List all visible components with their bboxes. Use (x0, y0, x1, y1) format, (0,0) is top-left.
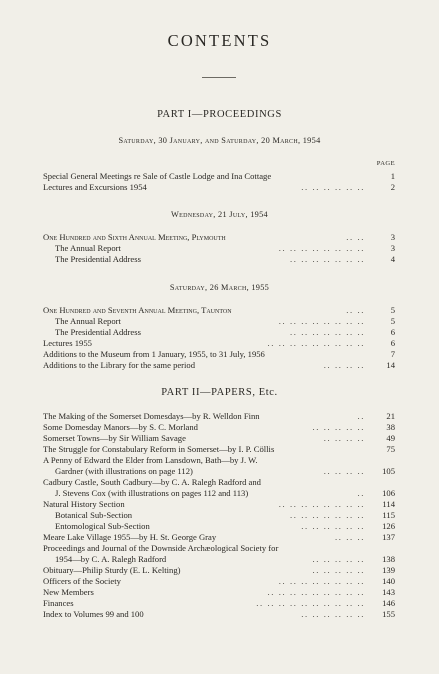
toc-entry-text: The Annual Report (55, 316, 121, 326)
leader-dots: .. .. .. .. .. .. (301, 521, 365, 531)
toc-entry-text: Proceedings and Journal of the Downside Archæological Society for (43, 543, 279, 553)
toc-entry[interactable] (43, 565, 395, 576)
part1-date-2: Wednesday, 21 July, 1954 (170, 210, 269, 219)
toc-entry[interactable] (55, 316, 395, 327)
toc-entry-text: J. Stevens Cox (with illustrations on pages 112 and 113) (55, 488, 249, 498)
toc-entry-text: Entomological Sub-Section (55, 521, 150, 531)
toc-entry-page: 140 (382, 576, 395, 586)
leader-dots: .. .. .. .. (323, 360, 365, 370)
toc-entry-text: The Struggle for Constabulary Reform in Somerset—by I. P. Cöllis (43, 444, 275, 454)
toc-entry-text: Botanical Sub-Section (55, 510, 133, 520)
toc-entry[interactable] (43, 532, 395, 543)
toc-entry-text: Additions to the Library for the same period (43, 360, 196, 370)
leader-dots: .. .. .. .. (323, 466, 365, 476)
toc-entry[interactable] (43, 338, 395, 349)
toc-entry[interactable] (43, 182, 395, 193)
toc-entry[interactable] (43, 477, 395, 488)
toc-entry[interactable] (43, 598, 395, 609)
toc-entry[interactable] (43, 232, 395, 243)
toc-entry-page: 21 (386, 411, 395, 421)
toc-entry-page: 155 (382, 609, 395, 619)
toc-entry[interactable] (43, 587, 395, 598)
toc-entry-page: 143 (382, 587, 395, 597)
toc-entry-page: 139 (382, 565, 395, 575)
toc-entry-page: 6 (390, 338, 395, 348)
toc-entry-text: Officers of the Society (43, 576, 121, 586)
toc-entry-text: The Presidential Address (55, 254, 141, 264)
leader-dots: .. .. .. .. .. (312, 565, 365, 575)
toc-entry-page: 3 (390, 243, 395, 253)
toc-entry-text: Obituary—Philip Sturdy (E. L. Kelting) (43, 565, 181, 575)
leader-dots: .. .. .. (335, 532, 365, 542)
toc-entry[interactable] (43, 576, 395, 587)
toc-entry-page: 4 (390, 254, 395, 264)
leader-dots: .. .. .. .. .. .. (301, 182, 365, 192)
leader-dots: .. .. .. .. .. .. .. (290, 510, 365, 520)
toc-entry[interactable] (43, 305, 395, 316)
toc-entry-text: Meare Lake Village 1955—by H. St. George Gray (43, 532, 217, 542)
toc-entry-text: One Hundred and Sixth Annual Meeting, Plymouth (43, 232, 226, 242)
leader-dots: .. .. .. .. .. .. .. .. (278, 316, 365, 326)
toc-entry[interactable] (43, 609, 395, 620)
page-column-label: PAGE (376, 160, 395, 167)
toc-entry[interactable] (43, 422, 395, 433)
toc-entry-page: 115 (382, 510, 395, 520)
toc-entry-text: A Penny of Edward the Elder from Lansdown, Bath—by J. W. (43, 455, 258, 465)
toc-entry-page: 5 (390, 305, 395, 315)
toc-entry[interactable] (43, 455, 395, 466)
leader-dots: .. .. .. .. .. (312, 554, 365, 564)
toc-entry-text: Additions to the Museum from 1 January, 1955, to 31 July, 1956 (43, 349, 265, 359)
leader-dots: .. .. .. .. .. .. .. .. (278, 243, 365, 253)
toc-entry[interactable] (55, 254, 395, 265)
toc-entry-page: 126 (382, 521, 395, 531)
leader-dots: .. .. (346, 305, 365, 315)
leader-dots: .. .. (346, 232, 365, 242)
toc-entry-page: 137 (382, 532, 395, 542)
toc-entry-text: Cadbury Castle, South Cadbury—by C. A. Ralegh Radford and (43, 477, 261, 487)
page-title: CONTENTS (167, 31, 272, 50)
toc-entry-page: 2 (390, 182, 395, 192)
toc-entry[interactable] (55, 466, 395, 477)
toc-entry-text: New Members (43, 587, 94, 597)
toc-entry[interactable] (43, 349, 395, 360)
part1-date-1: Saturday, 30 January, and Saturday, 20 March, 1954 (118, 136, 321, 145)
toc-entry-text: The Presidential Address (55, 327, 141, 337)
toc-entry-page: 49 (386, 433, 395, 443)
leader-dots: .. .. .. .. .. .. .. .. (278, 499, 365, 509)
toc-entry[interactable] (55, 554, 395, 565)
toc-entry[interactable] (43, 499, 395, 510)
toc-entry[interactable] (55, 521, 395, 532)
toc-entry[interactable] (55, 488, 395, 499)
toc-entry-page: 105 (382, 466, 395, 476)
toc-entry[interactable] (43, 360, 395, 371)
toc-entry-page: 14 (386, 360, 395, 370)
leader-dots: .. .. .. .. .. (312, 422, 365, 432)
toc-entry-page: 114 (382, 499, 395, 509)
part2-heading: PART II—PAPERS, Etc. (161, 387, 278, 398)
toc-entry-text: 1954—by C. A. Ralegh Radford (55, 554, 167, 564)
toc-entry[interactable] (43, 444, 395, 455)
toc-entry-page: 7 (390, 349, 395, 359)
toc-entry-page: 5 (390, 316, 395, 326)
toc-entry[interactable] (55, 510, 395, 521)
toc-entry-page: 3 (390, 232, 395, 242)
toc-entry-page: 1 (390, 171, 395, 181)
toc-entry-text: Special General Meetings re Sale of Castle Lodge and Ina Cottage (43, 171, 272, 181)
toc-entry-page: 38 (386, 422, 395, 432)
toc-entry[interactable] (43, 411, 395, 422)
toc-entry[interactable] (55, 327, 395, 338)
toc-entry[interactable] (43, 543, 395, 554)
toc-entry-text: Somerset Towns—by Sir William Savage (43, 433, 186, 443)
leader-dots: .. .. .. .. (323, 433, 365, 443)
toc-entry-page: 146 (382, 598, 395, 608)
toc-entry-text: Index to Volumes 99 and 100 (43, 609, 144, 619)
toc-entry-page: 6 (390, 327, 395, 337)
toc-entry-text: The Annual Report (55, 243, 121, 253)
leader-dots: .. .. .. .. .. .. .. .. (278, 576, 365, 586)
leader-dots: .. .. .. .. .. .. .. .. .. (267, 338, 365, 348)
toc-entry[interactable] (43, 433, 395, 444)
toc-entry-text: Lectures and Excursions 1954 (43, 182, 147, 192)
toc-entry-text: Gardner (with illustrations on page 112) (55, 466, 193, 476)
toc-entry-text: Natural History Section (43, 499, 125, 509)
toc-entry-text: Lectures 1955 (43, 338, 92, 348)
leader-dots: .. (357, 411, 365, 421)
leader-dots: .. .. .. .. .. .. .. .. .. (267, 587, 365, 597)
part1-heading: PART I—PROCEEDINGS (157, 109, 282, 120)
toc-entry-page: 106 (382, 488, 395, 498)
leader-dots: .. .. .. .. .. .. .. (290, 254, 365, 264)
toc-entry[interactable] (43, 171, 395, 182)
toc-entry-text: Finances (43, 598, 74, 608)
leader-dots: .. .. .. .. .. .. .. (290, 327, 365, 337)
leader-dots: .. (357, 488, 365, 498)
toc-entry-text: One Hundred and Seventh Annual Meeting, Taunton (43, 305, 232, 315)
toc-entry-page: 138 (382, 554, 395, 564)
toc-entry-text: Some Domesday Manors—by S. C. Morland (43, 422, 198, 432)
leader-dots: .. .. .. .. .. .. .. .. .. .. (256, 598, 365, 608)
title-rule (202, 77, 236, 78)
toc-entry-page: 75 (386, 444, 395, 454)
toc-entry[interactable] (55, 243, 395, 254)
part1-date-3: Saturday, 26 March, 1955 (169, 283, 270, 292)
leader-dots: .. .. .. .. .. .. (301, 609, 365, 619)
toc-entry-text: The Making of the Somerset Domesdays—by R. Welldon Finn (43, 411, 260, 421)
